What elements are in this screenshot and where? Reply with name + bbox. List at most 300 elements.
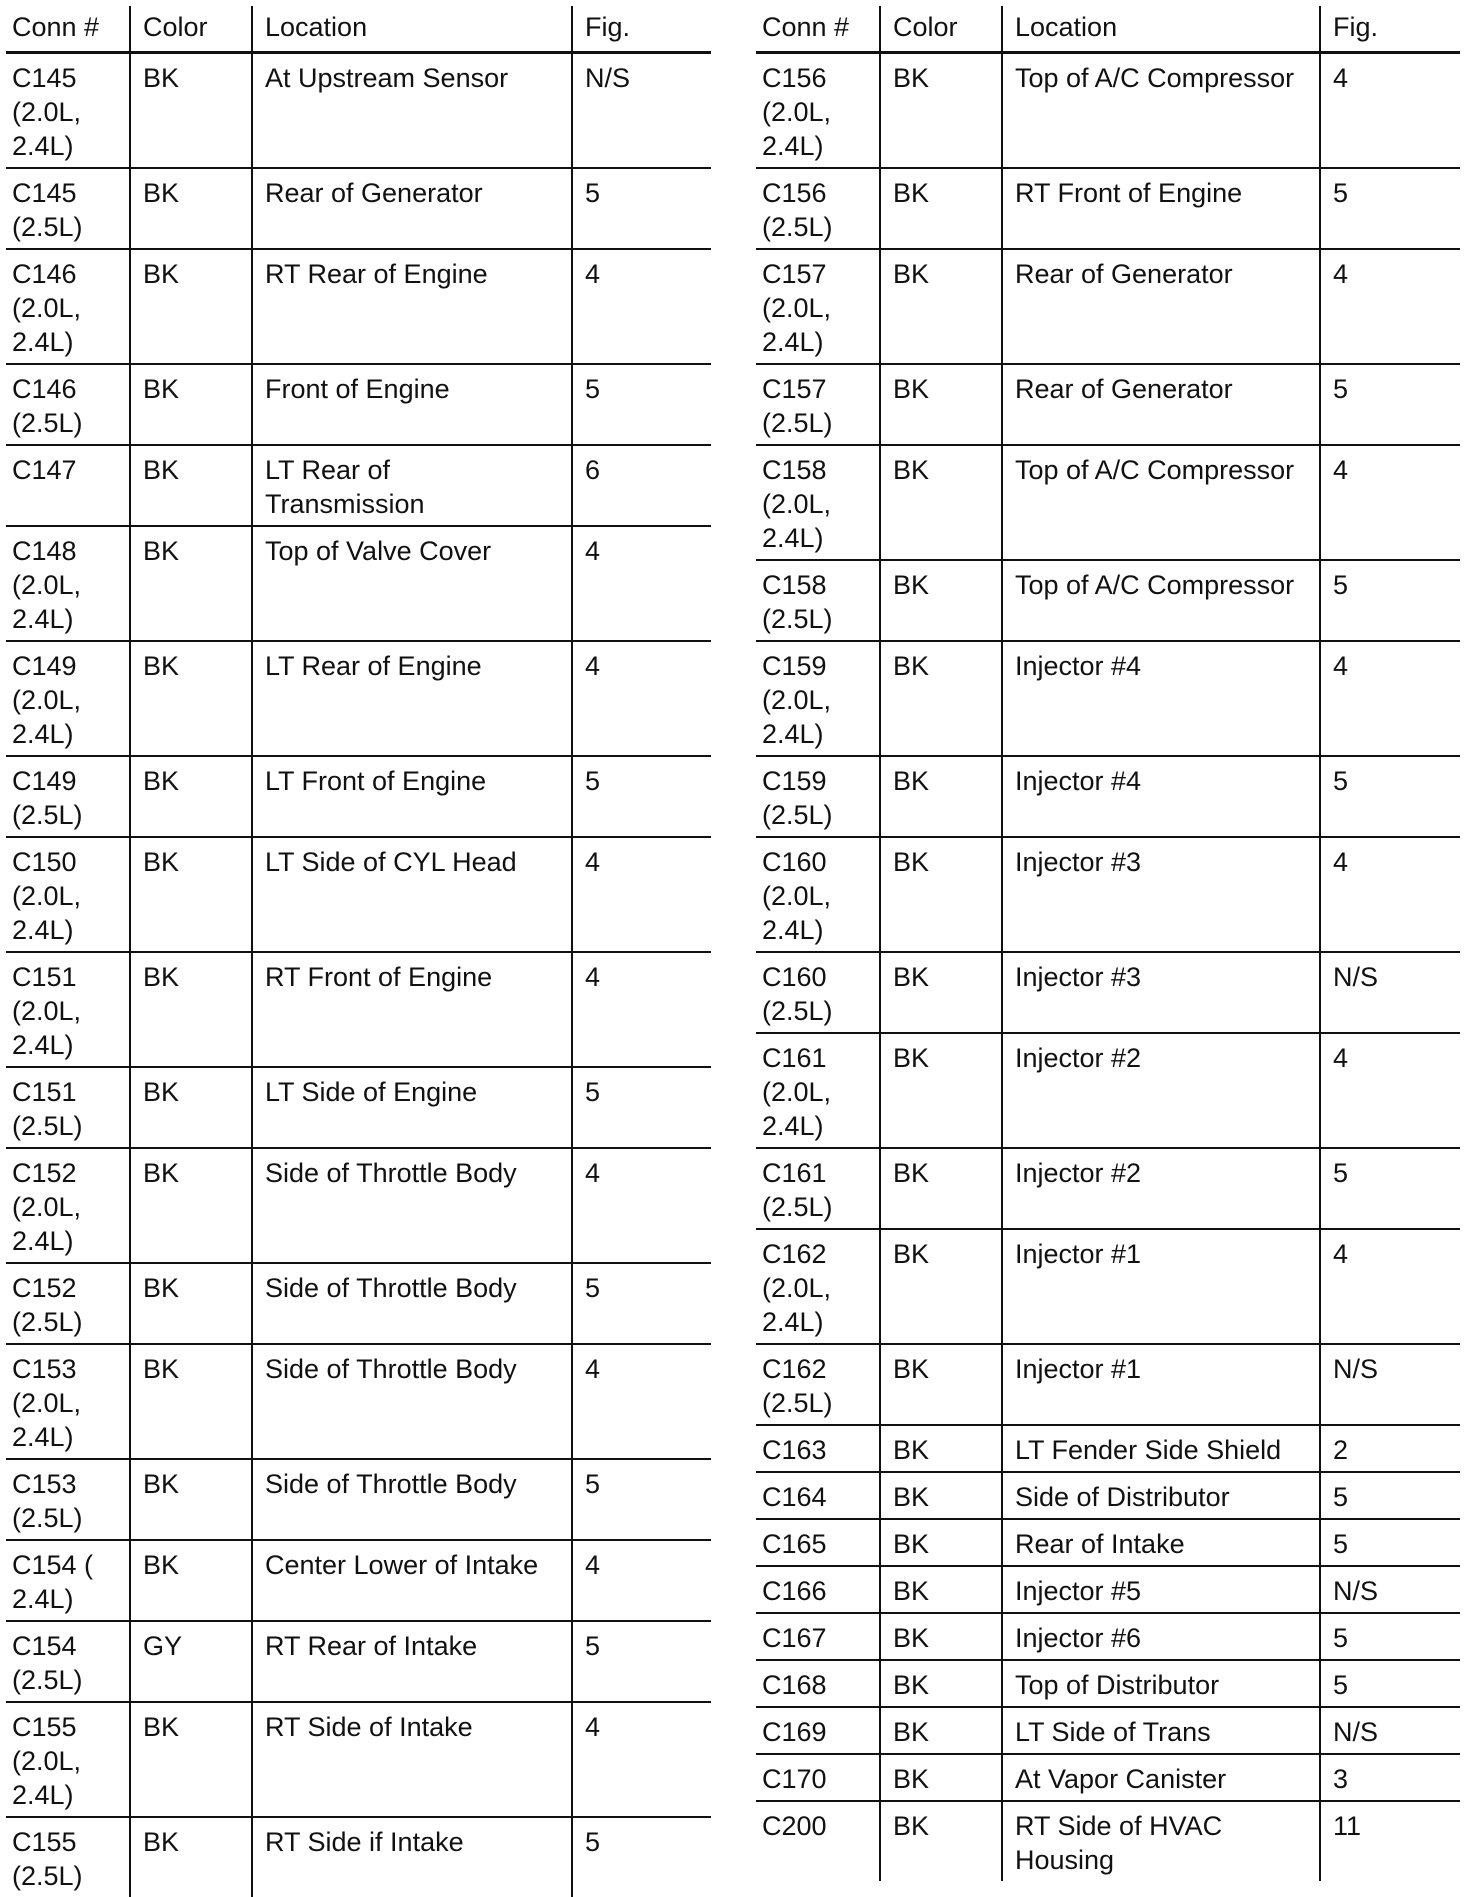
fig-cell: 4 [1320, 53, 1460, 169]
table-body-right [756, 53, 1460, 1882]
conn-cell [6, 526, 130, 641]
table-row [6, 837, 711, 952]
conn-cell [6, 445, 130, 526]
location-cell [252, 526, 572, 641]
color-cell: BK [880, 1472, 1002, 1519]
color-cell: BK [130, 1263, 252, 1344]
color-cell: BK [130, 1344, 252, 1459]
table-row [6, 1540, 711, 1621]
location-cell [1002, 1566, 1320, 1613]
color-cell: BK [880, 445, 1002, 560]
location-cell-line: Rear of Generator [1015, 372, 1313, 406]
fig-cell: 11 [1320, 1801, 1460, 1881]
fig-cell: 5 [572, 1459, 711, 1540]
fig-cell: 3 [1320, 1754, 1460, 1801]
location-cell-line: LT Side of Engine [265, 1075, 565, 1109]
location-cell [1002, 1033, 1320, 1148]
fig-cell: 5 [1320, 1472, 1460, 1519]
table-row [6, 1344, 711, 1459]
location-cell [1002, 1754, 1320, 1801]
location-cell [1002, 1801, 1320, 1881]
color-cell: BK [130, 53, 252, 169]
fig-cell: N/S [1320, 952, 1460, 1033]
conn-cell [756, 1033, 880, 1148]
conn-cell-line: C149 [12, 649, 123, 683]
location-cell [1002, 364, 1320, 445]
location-cell [252, 1263, 572, 1344]
conn-cell-line: C146 [12, 257, 123, 291]
conn-cell [6, 837, 130, 952]
conn-cell-line: (2.0L, [762, 291, 873, 325]
location-cell [1002, 1472, 1320, 1519]
conn-cell-line: C163 [762, 1433, 873, 1467]
table-row [756, 249, 1460, 364]
conn-cell-line: C200 [762, 1809, 873, 1843]
conn-cell-line: (2.0L, [12, 879, 123, 913]
conn-cell-line: C162 [762, 1352, 873, 1386]
conn-cell-line: C160 [762, 845, 873, 879]
location-cell-line: Injector #2 [1015, 1156, 1313, 1190]
table-row [756, 53, 1460, 169]
table-row [756, 1707, 1460, 1754]
conn-cell [6, 1459, 130, 1540]
color-cell: BK [880, 756, 1002, 837]
color-cell: BK [880, 1344, 1002, 1425]
conn-cell-line: (2.5L) [762, 210, 873, 244]
conn-cell [6, 1263, 130, 1344]
table-row [6, 53, 711, 169]
location-cell [1002, 560, 1320, 641]
color-cell: BK [130, 168, 252, 249]
conn-cell-line: C152 [12, 1156, 123, 1190]
table-row [756, 1344, 1460, 1425]
location-cell [1002, 1707, 1320, 1754]
color-cell: BK [880, 1801, 1002, 1881]
conn-cell-line: 2.4L) [12, 1224, 123, 1258]
fig-cell: 4 [1320, 641, 1460, 756]
conn-cell [756, 1801, 880, 1881]
conn-cell-line: C157 [762, 257, 873, 291]
location-cell-line: Injector #3 [1015, 960, 1313, 994]
location-cell [1002, 837, 1320, 952]
fig-cell: N/S [572, 53, 711, 169]
conn-cell-line: (2.0L, [762, 487, 873, 521]
conn-cell-line: C157 [762, 372, 873, 406]
fig-cell: 4 [572, 1702, 711, 1817]
conn-cell-line: C145 [12, 176, 123, 210]
fig-cell: 2 [1320, 1425, 1460, 1472]
conn-cell [756, 560, 880, 641]
table-row [6, 641, 711, 756]
location-cell [1002, 641, 1320, 756]
conn-cell [6, 756, 130, 837]
location-cell [252, 1148, 572, 1263]
conn-cell-line: (2.5L) [762, 994, 873, 1028]
conn-cell [6, 1621, 130, 1702]
conn-cell-line: C159 [762, 649, 873, 683]
conn-cell-line: C145 [12, 61, 123, 95]
conn-cell-line: C165 [762, 1527, 873, 1561]
conn-cell-line: C150 [12, 845, 123, 879]
table-row [6, 952, 711, 1067]
conn-cell-line: (2.5L) [762, 406, 873, 440]
color-cell: BK [880, 560, 1002, 641]
fig-cell: 4 [572, 641, 711, 756]
conn-cell [6, 364, 130, 445]
conn-cell-line: (2.5L) [12, 406, 123, 440]
conn-cell-line: 2.4L) [762, 913, 873, 947]
header-color: Color [880, 6, 1002, 53]
conn-cell-line: C151 [12, 1075, 123, 1109]
fig-cell: 5 [572, 168, 711, 249]
color-cell: BK [880, 364, 1002, 445]
conn-cell [756, 1472, 880, 1519]
location-cell-line: Injector #2 [1015, 1041, 1313, 1075]
fig-cell: 4 [572, 1540, 711, 1621]
table-row [756, 1566, 1460, 1613]
header-conn: Conn # [6, 6, 130, 53]
location-cell-line: RT Rear of Intake [265, 1629, 565, 1663]
conn-cell-line: (2.0L, [12, 1744, 123, 1778]
conn-cell-line: C154 ( [12, 1548, 123, 1582]
table-row [6, 249, 711, 364]
location-cell-line: LT Side of Trans [1015, 1715, 1313, 1749]
color-cell: BK [880, 837, 1002, 952]
conn-cell-line: 2.4L) [12, 602, 123, 636]
table-row [6, 1817, 711, 1897]
table-row [6, 1459, 711, 1540]
table-row [756, 1425, 1460, 1472]
conn-cell-line: (2.0L, [12, 1190, 123, 1224]
conn-cell [6, 1540, 130, 1621]
location-cell [252, 1621, 572, 1702]
color-cell: BK [880, 1148, 1002, 1229]
color-cell: BK [880, 952, 1002, 1033]
location-cell-line: RT Side if Intake [265, 1825, 565, 1859]
location-cell [1002, 1344, 1320, 1425]
conn-cell-line: C166 [762, 1574, 873, 1608]
location-cell [1002, 249, 1320, 364]
conn-cell [756, 53, 880, 169]
table-row [756, 837, 1460, 952]
conn-cell [6, 641, 130, 756]
location-cell-line: Top of A/C Compressor [1015, 61, 1313, 95]
table-row [6, 168, 711, 249]
location-cell-line: Top of A/C Compressor [1015, 453, 1313, 487]
fig-cell: 4 [572, 837, 711, 952]
table-row [756, 168, 1460, 249]
location-cell [252, 1459, 572, 1540]
conn-cell-line: 2.4L) [762, 1305, 873, 1339]
conn-cell-line: C153 [12, 1467, 123, 1501]
table-row [6, 1067, 711, 1148]
conn-cell-line: C156 [762, 176, 873, 210]
table-row [756, 560, 1460, 641]
table-row [6, 526, 711, 641]
color-cell: BK [880, 168, 1002, 249]
location-cell-line: Injector #1 [1015, 1237, 1313, 1271]
color-cell: BK [880, 1707, 1002, 1754]
fig-cell: 4 [1320, 1033, 1460, 1148]
color-cell: BK [130, 1540, 252, 1621]
fig-cell: 5 [1320, 168, 1460, 249]
location-cell [1002, 1613, 1320, 1660]
location-cell-line: Top of A/C Compressor [1015, 568, 1313, 602]
conn-cell-line: 2.4L) [12, 1028, 123, 1062]
table-body-left [6, 53, 711, 1897]
conn-cell-line: 2.4L) [12, 1420, 123, 1454]
location-cell [1002, 53, 1320, 169]
location-cell-line: Injector #3 [1015, 845, 1313, 879]
conn-cell-line: (2.0L, [762, 879, 873, 913]
conn-cell [6, 249, 130, 364]
color-cell: BK [880, 1613, 1002, 1660]
location-cell-line: At Upstream Sensor [265, 61, 565, 95]
conn-cell-line: C168 [762, 1668, 873, 1702]
table-row [6, 1621, 711, 1702]
header-location: Location [252, 6, 572, 53]
conn-cell [756, 641, 880, 756]
conn-cell [6, 1067, 130, 1148]
connector-table-left [6, 6, 711, 1897]
location-cell-line: RT Front of Engine [265, 960, 565, 994]
color-cell: BK [130, 837, 252, 952]
location-cell-line: LT Fender Side Shield [1015, 1433, 1313, 1467]
location-cell [1002, 1425, 1320, 1472]
fig-cell: 5 [572, 756, 711, 837]
conn-cell [756, 1754, 880, 1801]
table-row [756, 1519, 1460, 1566]
location-cell [252, 1817, 572, 1897]
conn-cell [756, 1660, 880, 1707]
color-cell: BK [880, 1033, 1002, 1148]
conn-cell-line: (2.5L) [12, 1109, 123, 1143]
table-row [756, 445, 1460, 560]
fig-cell: 5 [1320, 1519, 1460, 1566]
conn-cell-line: C147 [12, 453, 123, 487]
header-fig: Fig. [572, 6, 711, 53]
location-cell-line: Injector #6 [1015, 1621, 1313, 1655]
location-cell-line: LT Front of Engine [265, 764, 565, 798]
conn-cell-line: 2.4L) [762, 1109, 873, 1143]
fig-cell: 5 [572, 1621, 711, 1702]
conn-cell-line: 2.4L) [762, 717, 873, 751]
conn-cell [756, 1707, 880, 1754]
location-cell-line: RT Side of HVAC [1015, 1809, 1313, 1843]
table-row [6, 1148, 711, 1263]
fig-cell: 4 [572, 952, 711, 1067]
fig-cell: 5 [1320, 756, 1460, 837]
color-cell: BK [880, 1754, 1002, 1801]
conn-cell [756, 1229, 880, 1344]
location-cell-line: Rear of Intake [1015, 1527, 1313, 1561]
table-row [6, 756, 711, 837]
location-cell-line: Front of Engine [265, 372, 565, 406]
conn-cell-line: C162 [762, 1237, 873, 1271]
color-cell: BK [880, 1229, 1002, 1344]
conn-cell-line: C152 [12, 1271, 123, 1305]
location-cell [252, 952, 572, 1067]
color-cell: BK [130, 1067, 252, 1148]
fig-cell: 4 [572, 1148, 711, 1263]
location-cell [252, 364, 572, 445]
connector-table-right [756, 6, 1460, 1881]
table-row [6, 1263, 711, 1344]
conn-cell-line: (2.0L, [12, 683, 123, 717]
color-cell: BK [130, 526, 252, 641]
conn-cell-line: (2.5L) [12, 1859, 123, 1893]
color-cell: BK [130, 1459, 252, 1540]
location-cell-line: Side of Throttle Body [265, 1352, 565, 1386]
table-row [756, 1148, 1460, 1229]
conn-cell-line: C158 [762, 568, 873, 602]
conn-cell-line: C153 [12, 1352, 123, 1386]
location-cell [1002, 952, 1320, 1033]
location-cell-line: Transmission [265, 487, 565, 521]
conn-cell [6, 952, 130, 1067]
location-cell [252, 1067, 572, 1148]
location-cell [1002, 1229, 1320, 1344]
fig-cell: 5 [1320, 364, 1460, 445]
table-row [756, 1754, 1460, 1801]
location-cell-line: Side of Distributor [1015, 1480, 1313, 1514]
table-row [756, 364, 1460, 445]
header-color: Color [130, 6, 252, 53]
fig-cell: 4 [1320, 837, 1460, 952]
conn-cell-line: (2.0L, [762, 1075, 873, 1109]
location-cell [252, 756, 572, 837]
conn-cell-line: (2.5L) [762, 1190, 873, 1224]
fig-cell: 4 [1320, 445, 1460, 560]
conn-cell-line: (2.5L) [762, 1386, 873, 1420]
location-cell-line: RT Side of Intake [265, 1710, 565, 1744]
conn-cell [756, 364, 880, 445]
conn-cell-line: C146 [12, 372, 123, 406]
conn-cell-line: C148 [12, 534, 123, 568]
color-cell: BK [130, 1702, 252, 1817]
location-cell [252, 1702, 572, 1817]
conn-cell-line: 2.4L) [12, 325, 123, 359]
table-row [756, 1033, 1460, 1148]
conn-cell [756, 756, 880, 837]
location-cell-line: LT Side of CYL Head [265, 845, 565, 879]
conn-cell-line: (2.5L) [12, 210, 123, 244]
conn-cell-line: 2.4L) [12, 129, 123, 163]
header-location: Location [1002, 6, 1320, 53]
location-cell-line: Injector #1 [1015, 1352, 1313, 1386]
location-cell-line: Side of Throttle Body [265, 1271, 565, 1305]
color-cell: BK [130, 364, 252, 445]
fig-cell: 4 [1320, 249, 1460, 364]
conn-cell [6, 1702, 130, 1817]
conn-cell-line: (2.0L, [762, 1271, 873, 1305]
location-cell-line: LT Rear of [265, 453, 565, 487]
location-cell-line: Injector #4 [1015, 649, 1313, 683]
location-cell-line: Center Lower of Intake [265, 1548, 565, 1582]
fig-cell: 5 [572, 1067, 711, 1148]
color-cell: BK [130, 756, 252, 837]
table-row [756, 1613, 1460, 1660]
color-cell: BK [880, 641, 1002, 756]
location-cell [1002, 756, 1320, 837]
header-conn: Conn # [756, 6, 880, 53]
conn-cell-line: C155 [12, 1710, 123, 1744]
conn-cell-line: (2.0L, [12, 291, 123, 325]
table-row [6, 364, 711, 445]
conn-cell [6, 168, 130, 249]
conn-cell-line: 2.4L) [12, 1582, 123, 1616]
table-row [756, 641, 1460, 756]
header-fig: Fig. [1320, 6, 1460, 53]
conn-cell-line: (2.0L, [12, 1386, 123, 1420]
conn-cell-line: C149 [12, 764, 123, 798]
table-row [756, 1801, 1460, 1881]
color-cell: BK [880, 1519, 1002, 1566]
conn-cell [6, 1148, 130, 1263]
location-cell [252, 445, 572, 526]
conn-cell [756, 445, 880, 560]
conn-cell-line: C164 [762, 1480, 873, 1514]
conn-cell-line: C156 [762, 61, 873, 95]
table-row [6, 1702, 711, 1817]
conn-cell-line: 2.4L) [12, 913, 123, 947]
table-row [756, 1472, 1460, 1519]
fig-cell: 5 [1320, 560, 1460, 641]
location-cell-line: Top of Distributor [1015, 1668, 1313, 1702]
conn-cell-line: 2.4L) [12, 717, 123, 751]
conn-cell-line: (2.5L) [12, 798, 123, 832]
table-row [756, 756, 1460, 837]
location-cell [252, 1540, 572, 1621]
conn-cell-line: (2.0L, [12, 95, 123, 129]
location-cell [252, 837, 572, 952]
location-cell-line: Side of Throttle Body [265, 1156, 565, 1190]
fig-cell: 5 [1320, 1148, 1460, 1229]
fig-cell: 5 [1320, 1613, 1460, 1660]
conn-cell [756, 1519, 880, 1566]
table-row [756, 952, 1460, 1033]
location-cell [1002, 1148, 1320, 1229]
location-cell-line: Side of Throttle Body [265, 1467, 565, 1501]
conn-cell-line: (2.0L, [12, 994, 123, 1028]
header-row [6, 6, 711, 53]
table-row [6, 445, 711, 526]
color-cell: BK [130, 952, 252, 1067]
conn-cell-line: (2.0L, [12, 568, 123, 602]
color-cell: GY [130, 1621, 252, 1702]
fig-cell: 4 [572, 1344, 711, 1459]
conn-cell-line: 2.4L) [762, 325, 873, 359]
color-cell: BK [880, 53, 1002, 169]
location-cell-line: Top of Valve Cover [265, 534, 565, 568]
conn-cell-line: 2.4L) [762, 129, 873, 163]
color-cell: BK [130, 1817, 252, 1897]
conn-cell-line: C155 [12, 1825, 123, 1859]
location-cell [1002, 1519, 1320, 1566]
conn-cell [756, 952, 880, 1033]
conn-cell [6, 53, 130, 169]
fig-cell: 6 [572, 445, 711, 526]
color-cell: BK [880, 1660, 1002, 1707]
location-cell-line: RT Rear of Engine [265, 257, 565, 291]
location-cell [1002, 1660, 1320, 1707]
conn-cell [756, 1344, 880, 1425]
conn-cell [756, 1425, 880, 1472]
fig-cell: 5 [572, 1817, 711, 1897]
conn-cell-line: (2.5L) [12, 1663, 123, 1697]
color-cell: BK [130, 249, 252, 364]
conn-cell-line: C158 [762, 453, 873, 487]
